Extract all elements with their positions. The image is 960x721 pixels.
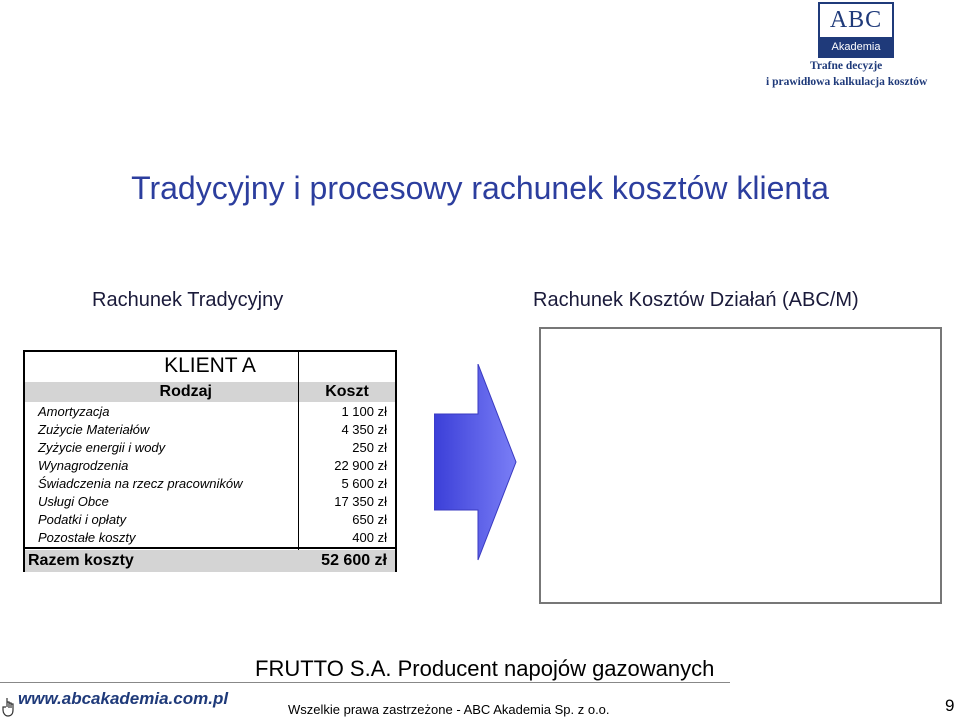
table-row — [25, 493, 395, 511]
row-value: 1 100 zł — [341, 404, 387, 419]
row-name: Zużycie Materiałów — [38, 422, 150, 437]
header-koszt: Koszt — [325, 383, 369, 400]
row-value: 400 zł — [352, 530, 387, 545]
table-row — [25, 529, 395, 547]
total-row — [25, 550, 395, 572]
row-value: 17 350 zł — [334, 494, 387, 509]
row-name: Podatki i opłaty — [38, 512, 127, 527]
table-row — [25, 403, 395, 421]
company-caption: FRUTTO S.A. Producent napojów gazowanych — [255, 656, 715, 681]
page-number: 9 — [945, 696, 955, 715]
total-label: Razem koszty — [28, 552, 134, 569]
hand-cursor-icon — [2, 697, 16, 717]
abc-result-panel — [539, 327, 942, 604]
table-row — [25, 511, 395, 529]
header-rodzaj: Rodzaj — [159, 383, 212, 400]
footer-url-link[interactable]: www.abcakademia.com.pl — [18, 689, 229, 708]
logo-badge — [818, 2, 894, 58]
row-name: Amortyzacja — [38, 404, 110, 419]
row-value: 650 zł — [352, 512, 387, 527]
total-value: 52 600 zł — [321, 552, 387, 569]
logo-abc-text: ABC — [829, 7, 883, 33]
row-name: Wynagrodzenia — [38, 458, 129, 473]
footer-divider — [0, 682, 730, 683]
row-name: Pozostałe koszty — [38, 530, 136, 545]
row-value: 5 600 zł — [341, 476, 387, 491]
heading-abc: Rachunek Kosztów Działań (ABC/M) — [533, 289, 859, 311]
footer-copyright: Wszelkie prawa zastrzeżone - ABC Akademia Sp. z o.o. — [288, 702, 610, 717]
row-value: 4 350 zł — [341, 422, 387, 437]
table-header — [25, 382, 395, 402]
heading-traditional: Rachunek Tradycyjny — [92, 289, 284, 311]
logo-akademia-text: Akademia — [820, 37, 892, 58]
table-row — [25, 439, 395, 457]
table-rows — [25, 403, 395, 547]
logo-tagline-1: Trafne decyzje — [810, 60, 883, 72]
row-name: Zyżycie energii i wody — [38, 440, 166, 455]
row-value: 22 900 zł — [334, 458, 387, 473]
arrow-right-icon — [434, 364, 518, 574]
logo-tagline-2: i prawidłowa kalkulacja kosztów — [766, 76, 928, 88]
abc-akademia-logo — [760, 2, 956, 94]
cost-table — [23, 350, 397, 572]
table-row — [25, 457, 395, 475]
table-row — [25, 421, 395, 439]
row-name: Świadczenia na rzecz pracowników — [38, 476, 243, 491]
client-name: KLIENT A — [164, 354, 256, 377]
row-name: Usługi Obce — [38, 494, 109, 509]
table-row — [25, 475, 395, 493]
slide-title: Tradycyjny i procesowy rachunek kosztów klienta — [131, 170, 829, 206]
total-separator — [25, 547, 395, 549]
row-value: 250 zł — [352, 440, 387, 455]
